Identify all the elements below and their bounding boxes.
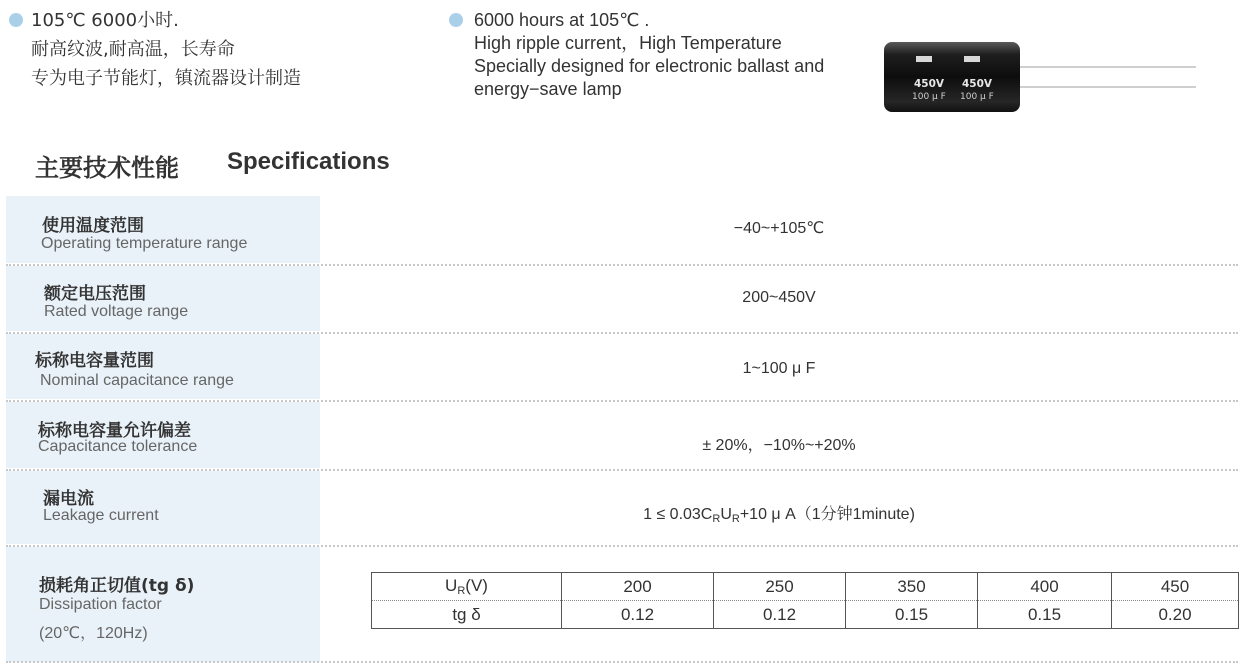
table-header-cell: 400 xyxy=(978,573,1112,601)
table-header-cell: 350 xyxy=(846,573,978,601)
row-divider xyxy=(6,661,1238,663)
capacitor-polarity-mark xyxy=(916,56,932,62)
spec-label-en: Dissipation factor xyxy=(39,596,162,613)
spec-label-zh: 额定电压范围 xyxy=(44,284,146,304)
feature-en-line: Specially designed for electronic ballast and xyxy=(474,56,825,76)
table-cell: 0.12 xyxy=(562,601,714,629)
section-title-en: Specifications xyxy=(227,148,390,175)
spec-label-en: Rated voltage range xyxy=(44,303,189,320)
table-header-cell: 250 xyxy=(714,573,846,601)
spec-label-en: Operating temperature range xyxy=(41,235,248,252)
feature-zh-line: 专为电子节能灯，镇流器设计制造 xyxy=(31,68,301,89)
capacitor-capacitance: 100 μ F xyxy=(960,92,994,102)
spec-label-condition: (20℃，120Hz) xyxy=(39,625,148,642)
leakage-formula-part: +10 μ A（1分钟1minute) xyxy=(739,506,915,523)
capacitor-capacitance: 100 μ F xyxy=(912,92,946,102)
spec-value: −40~+105℃ xyxy=(733,220,825,237)
table-row xyxy=(372,601,1239,629)
feature-en-line: energy−save lamp xyxy=(474,79,622,99)
bullet-dot xyxy=(9,13,23,27)
spec-label-en: Leakage current xyxy=(43,507,159,524)
table-cell: tg δ xyxy=(372,601,562,629)
spec-label-cell xyxy=(6,334,320,399)
table-header-cell: 200 xyxy=(562,573,714,601)
table-header-cell: 450 xyxy=(1112,573,1239,601)
spec-label-zh: 损耗角正切值(tg δ) xyxy=(39,576,195,596)
capacitor-voltage: 450V xyxy=(914,78,945,90)
spec-label-zh: 标称电容量允许偏差 xyxy=(38,421,191,441)
spec-label-cell xyxy=(6,266,320,331)
capacitor-lead xyxy=(1020,66,1196,68)
feature-en-line: 6000 hours at 105℃ . xyxy=(474,10,650,30)
spec-label-zh: 漏电流 xyxy=(43,489,94,509)
feature-zh-line: 105℃ 6000小时. xyxy=(31,10,179,31)
spec-label-en: Nominal capacitance range xyxy=(40,372,234,389)
spec-label-cell xyxy=(6,196,320,263)
capacitor-voltage: 450V xyxy=(962,78,993,90)
table-cell: 0.20 xyxy=(1112,601,1239,629)
dissipation-table xyxy=(371,572,1239,629)
table-header-row xyxy=(372,573,1239,601)
spec-label-zh: 标称电容量范围 xyxy=(35,351,154,371)
capacitor-lead xyxy=(1020,86,1196,88)
spec-value xyxy=(320,501,1238,525)
spec-value: ± 20%，−10%~+20% xyxy=(702,437,856,454)
spec-row xyxy=(6,402,1238,468)
spec-label-cell xyxy=(6,471,320,544)
section-title-zh: 主要技术性能 xyxy=(35,154,179,182)
features-en xyxy=(474,9,824,101)
spec-label-en: Capacitance tolerance xyxy=(38,438,198,455)
table-cell: 0.15 xyxy=(846,601,978,629)
spec-row xyxy=(6,266,1238,331)
spec-value: 200~450V xyxy=(742,289,816,306)
table-cell: 0.15 xyxy=(978,601,1112,629)
spec-label-cell xyxy=(6,402,320,468)
spec-row xyxy=(6,196,1238,263)
capacitor-body xyxy=(884,42,1020,112)
leakage-formula-sub: R xyxy=(712,513,721,525)
leakage-formula-part: U xyxy=(720,506,732,523)
leakage-formula-part: 1 ≤ 0.03C xyxy=(643,506,713,523)
table-cell: 0.12 xyxy=(714,601,846,629)
table-header-cell: $U_R(V)$ xyxy=(372,573,562,601)
spec-label-zh: 使用温度范围 xyxy=(42,216,144,236)
capacitor-polarity-mark xyxy=(964,56,980,62)
capacitor-image xyxy=(884,42,1204,114)
bullet-dot xyxy=(449,13,463,27)
leakage-formula-sub: R xyxy=(731,513,740,525)
spec-label-cell xyxy=(6,547,320,662)
feature-en-line: High ripple current，High Temperature xyxy=(474,33,782,53)
spec-value: 1~100 μ F xyxy=(742,360,816,377)
feature-zh-line: 耐高纹波,耐高温，长寿命 xyxy=(31,39,235,60)
spec-row xyxy=(6,334,1238,399)
spec-row xyxy=(6,471,1238,544)
features-zh xyxy=(31,9,301,90)
